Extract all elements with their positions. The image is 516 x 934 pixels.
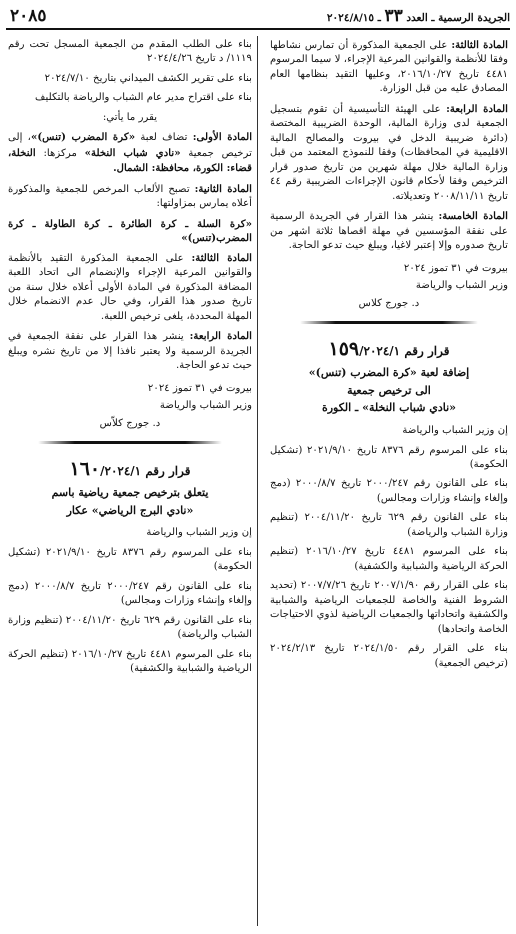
article-paragraph	[8, 251, 252, 324]
body-line: بناء على المرسوم رقم ٨٣٧٦ تاريخ ٢٠٢١/٩/١٠ (تشكيل الحكومة)	[270, 444, 508, 470]
article-text: ، إلى ترخيص جمعية	[8, 132, 252, 159]
section-divider	[300, 321, 478, 324]
article-paragraph	[270, 102, 508, 204]
page-number: ٢٠٨٥	[10, 5, 47, 26]
signature-block	[8, 382, 252, 431]
decree-title: إضافة لعبة «كرة المضرب (تنس)»	[308, 366, 470, 380]
article-label: المادة الأولى:	[192, 131, 252, 144]
article-paragraph	[270, 209, 508, 253]
left-column	[8, 38, 252, 928]
article-paragraph	[270, 38, 508, 97]
body-line: بناء على القانون رقم ٢٠٠٠/٢٤٧ تاريخ ٢٠٠٠/٨/٧ (دمج وإلغاء وإنشاء وزارات ومجالس)	[8, 580, 252, 607]
minister-title: وزير الشباب والرياضة	[159, 400, 252, 412]
club-location: النخلة، قضاء: الكورة، محافظة: الشمال.	[8, 146, 252, 175]
article-paragraph	[8, 329, 252, 373]
body-line: بناء على اقتراح مدير عام الشباب والرياضة بالتكليف	[34, 92, 252, 104]
decides-line: يقرر ما يأتي:	[102, 111, 158, 123]
decree-title: يتعلق بترخيص جمعية رياضية باسم	[51, 486, 209, 500]
decree-title: الى ترخيص جمعية	[347, 383, 431, 397]
body-line: بناء على الطلب المقدم من الجمعية المسجل تحت رقم ١١١٩/ د تاريخ ٢٠٢٤/٤/٢٦	[8, 39, 252, 65]
decree-suffix: /٢٠٢٤/١	[100, 464, 142, 479]
article-label: المادة الرابعة:	[189, 330, 252, 343]
minister-name: د. جورج كلاس	[358, 297, 420, 309]
article-text: على الجمعية المذكورة أن تمارس نشاطها وفقا للأنظمة والقوانين المرعية الإجراء، لا سيما المرسوم ٤٤٨١ تاريخ ٢٠١٦/١٠/٢٧، وعليها التقيد بنظامها العام المصادق عليه من قبل الوزارة.	[270, 40, 508, 95]
article-text: ينشر هذا القرار على نفقة الجمعية في الجريدة الرسمية ولا يعتبر نافذا إلا من تاريخ نشره ويبلغ حيث تدعو الحاجة.	[8, 331, 252, 372]
body-line: بناء على المرسوم ٤٤٨١ تاريخ ٢٠١٦/١٠/٢٧ (تنظيم الحركة الرياضية والشبابية والكشفية)	[8, 648, 252, 675]
decree-number-value: ١٦٠	[69, 458, 101, 481]
decree-prefix: قرار رقم	[404, 344, 450, 359]
article-text: تضاف لعبة	[135, 132, 193, 144]
body-line: بناء على القرار رقم ٢٠٢٤/١/٥٠ تاريخ ٢٠٢٤/٢/١٣ (ترخيص الجمعية)	[270, 643, 508, 669]
issue-date: ـ ٢٠٢٤/٨/١٥	[326, 11, 381, 24]
body-line: إن وزير الشباب والرياضة	[402, 425, 508, 437]
article-text: ينشر هذا القرار في الجريدة الرسمية على نفقة المؤسسين في مهلة اقصاها ثلاثة اشهر من تاريخ صدوره وإلا إعتبر لاغيا، ويبلغ حيث تدعو الحاجة.	[270, 211, 508, 252]
article-label: المادة الثالثة:	[191, 251, 252, 264]
publication-name: الجريدة الرسمية ـ العدد	[406, 11, 510, 24]
body-line: بناء على المرسوم ٤٤٨١ تاريخ ٢٠١٦/١٠/٢٧ (تنظيم الحركة الرياضية والشبابية والكشفية)	[270, 546, 508, 572]
body-line: بناء على القرار رقم ٢٠٠٧/١/٩٠ تاريخ ٢٠٠٧/٧/٢٦ (تحديد الشروط الفنية والخاصة للجمعيات الرياضية والشبابية والكشفية واتحاداتها والجمعيات الرياضية لذوي الاحتياجات الخاصة واتحادها)	[270, 580, 508, 635]
article-paragraph	[8, 130, 252, 176]
decree-title: «نادي البرج الرياضي» عكار	[66, 503, 194, 517]
article-text: على الجمعية المذكورة التقيد بالأنظمة والقوانين المرعية الإجراء والإنضمام الى اتحاد اللعبة المضافة المذكورة في المادة الأولى أعلاه خلال سنة من تاريخ صدور هذا القرار، وفي حال عدم الانضمام خلال المهلة المحددة، يلغى ترخيص اللعبة.	[8, 252, 252, 322]
body-line: بناء على القانون رقم ٢٠٠٠/٢٤٧ تاريخ ٢٠٠٠/٨/٧ (دمج وإلغاء وإنشاء وزارات ومجالس)	[270, 478, 508, 504]
article-paragraph	[8, 182, 252, 212]
section-divider	[38, 441, 222, 444]
body-line: إن وزير الشباب والرياضة	[146, 527, 252, 539]
body-line: بناء على القانون رقم ٦٢٩ تاريخ ٢٠٠٤/١١/٢٠ (تنظيم وزارة الشباب والرياضة)	[270, 512, 508, 538]
body-line: بناء على المرسوم رقم ٨٣٧٦ تاريخ ٢٠٢١/٩/١٠ (تشكيل الحكومة)	[8, 546, 252, 573]
sports-list: «كرة السلة ـ كرة الطائرة ـ كرة الطاولة ـ كرة المضرب(تنس)»	[8, 217, 252, 245]
minister-title: وزير الشباب والرياضة	[415, 280, 508, 292]
article-label: المادة الخامسة:	[438, 210, 508, 223]
right-column	[270, 38, 508, 928]
minister-name: د. جورج كلاّس	[99, 417, 161, 429]
publication-info	[327, 4, 510, 28]
article-label: المادة الثانية:	[194, 182, 252, 195]
decree-number	[270, 336, 508, 363]
article-text: تصبح الألعاب المرخص للجمعية والمذكورة أعلاه يمارس بمزاولتها:	[8, 183, 252, 210]
sport-name: «كرة المضرب (تنس)»	[30, 131, 136, 144]
article-label: المادة الثالثة:	[451, 39, 508, 51]
signature-place-date: بيروت في ٣١ تموز ٢٠٢٤	[403, 262, 508, 274]
decree-number-value: ١٥٩	[328, 338, 360, 361]
signature-place-date: بيروت في ٣١ تموز ٢٠٢٤	[147, 382, 252, 394]
column-separator	[257, 36, 258, 926]
club-name: «نادي شباب النخلة»	[84, 146, 181, 159]
body-line: بناء على القانون رقم ٦٢٩ تاريخ ٢٠٠٤/١١/٢٠ (تنظيم وزارة الشباب والرياضة)	[8, 614, 252, 641]
article-label: المادة الرابعة:	[446, 102, 508, 115]
decree-number	[8, 456, 252, 483]
article-text: على الهيئة التأسيسية أن تقوم بتسجيل الجمعية لدى وزارة المالية، الوحدة الضريبية المختصة (دائرة ضريبية الدخل في بيروت والمصالح المالية الاقليمية في المحافظات) وفقا للنموذج المعتمد من قبل وزارة المالية خلال مهلة شهرين من تاريخ صدور قرار الترخيص وفقا لأحكام قانون الإجراءات الضريبية رقم ٤٤ تاريخ ٢٠٠٨/١١/١١ وتعديلاته.	[270, 103, 508, 202]
article-text: مركزها:	[35, 147, 85, 159]
decree-suffix: /٢٠٢٤/١	[359, 344, 401, 359]
decree-prefix: قرار رقم	[145, 464, 191, 479]
issue-number: ٣٣	[384, 5, 403, 26]
body-line: بناء على تقرير الكشف الميداني بتاريخ ٢٠٢٤/٧/١٠	[44, 72, 252, 84]
signature-block	[270, 262, 508, 311]
page-header	[6, 6, 510, 30]
decree-title: «نادي شباب النخلة» ـ الكورة	[321, 401, 457, 415]
